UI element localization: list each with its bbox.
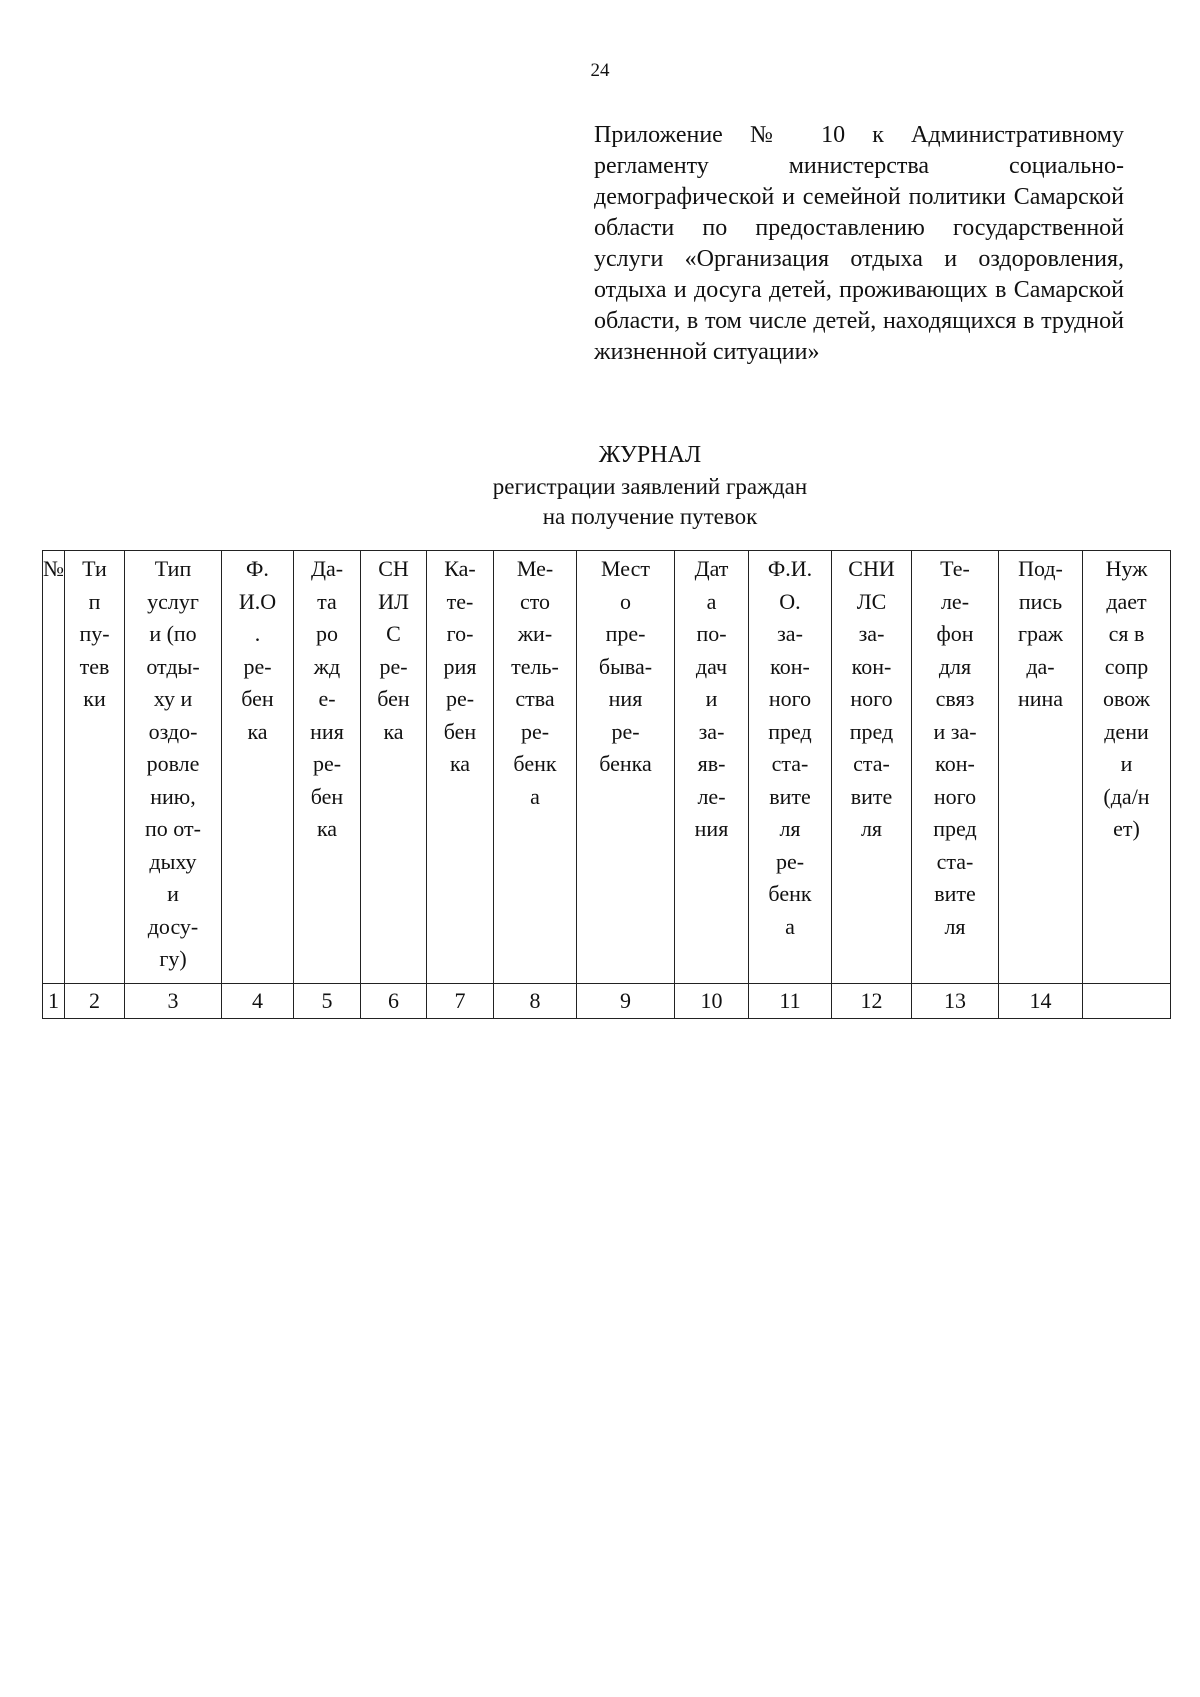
column-number-cell: 13 — [912, 984, 999, 1019]
column-number-cell — [1083, 984, 1171, 1019]
column-header-representative-name: Ф.И. О. за- кон- ного пред ста- вите ля ре- бенк а — [749, 551, 832, 984]
column-number-cell: 6 — [361, 984, 427, 1019]
column-header-voucher-type: Ти п пу- тев ки — [65, 551, 125, 984]
column-header-child-category: Ка- те- го- рия ре- бен ка — [427, 551, 494, 984]
column-header-child-residence: Ме- сто жи- тель- ства ре- бенк а — [494, 551, 577, 984]
column-number-cell: 9 — [577, 984, 675, 1019]
column-number-row — [43, 984, 1171, 1019]
table-header-row — [43, 551, 1171, 984]
column-number-cell: 12 — [832, 984, 912, 1019]
column-number-cell: 4 — [222, 984, 294, 1019]
journal-subtitle-line: регистрации заявлений граждан — [492, 474, 808, 499]
column-header-application-date: Дат а по- дач и за- яв- ле- ния — [675, 551, 749, 984]
column-header-child-name: Ф. И.О . ре- бен ка — [222, 551, 294, 984]
column-header-representative-phone: Те- ле- фон для связ и за- кон- ного пред ста- вите ля — [912, 551, 999, 984]
page-number: 24 — [590, 60, 610, 81]
column-header-service-type: Тип услуг и (по отды- ху и оздо- ровле нию, по от- дыху и досу- гу) — [125, 551, 222, 984]
registration-journal-table — [42, 550, 1171, 1019]
column-number-cell: 8 — [494, 984, 577, 1019]
column-header-child-snils: СН ИЛ С ре- бен ка — [361, 551, 427, 984]
column-number-cell: 10 — [675, 984, 749, 1019]
column-header-representative-snils: СНИ ЛС за- кон- ного пред ста- вите ля — [832, 551, 912, 984]
column-header-needs-escort: Нуж дает ся в сопр овож дени и (да/н ет) — [1083, 551, 1171, 984]
column-number-cell: 7 — [427, 984, 494, 1019]
journal-subtitle-line: на получение путевок — [542, 504, 758, 529]
appendix-note: Приложение № 10 к Административному регламенту министерства социально-демографической и семейной политики Самарской области по предоставлению государственной услуги «Организация отдыха и оздоровления, отдыха и досуга детей, проживающих в Самарской области, в том числе детей, находящихся в трудной жизненной ситуации» — [594, 122, 1124, 365]
column-number-cell: 1 — [43, 984, 65, 1019]
column-number-cell: 2 — [65, 984, 125, 1019]
column-header-citizen-signature: Под- пись граж да- нина — [999, 551, 1083, 984]
journal-title: ЖУРНАЛ — [598, 442, 702, 468]
journal-subtitle — [0, 472, 1200, 532]
column-number-cell: 3 — [125, 984, 222, 1019]
column-number-cell: 5 — [294, 984, 361, 1019]
column-header-child-birthdate: Да- та ро жд е- ния ре- бен ка — [294, 551, 361, 984]
column-number-cell: 14 — [999, 984, 1083, 1019]
column-number-cell: 11 — [749, 984, 832, 1019]
column-header-number: № — [43, 551, 65, 984]
column-header-child-stay-place: Мест о пре- быва- ния ре- бенка — [577, 551, 675, 984]
